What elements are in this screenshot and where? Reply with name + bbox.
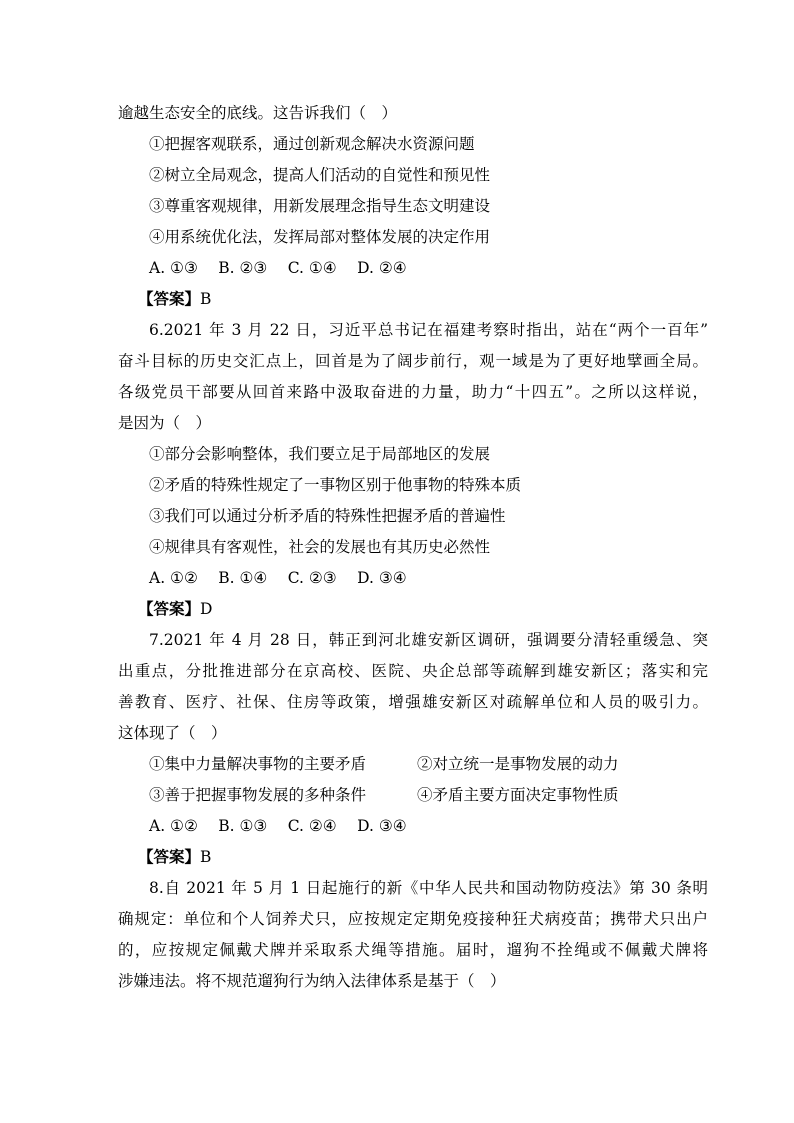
q5-option-4: ④用系统优化法，发挥局部对整体发展的决定作用 [149, 228, 491, 246]
q7-answer [138, 847, 728, 867]
q6-stem-line-1: 6.2021 年 3 月 22 日，习近平总书记在福建考察时指出，站在“两个一百年” [149, 321, 708, 339]
q7-option-2: ②对立统一是事物发展的动力 [417, 755, 619, 773]
q8-stem-line-4: 涉嫌违法。将不规范遛狗行为纳入法律体系是基于（ ） [118, 972, 506, 990]
q6-stem-line-3: 各级党员干部要从回首来路中汲取奋进的力量，助力“十四五”。之所以这样说， [118, 383, 708, 401]
q6-option-3: ③我们可以通过分析矛盾的特殊性把握矛盾的普遍性 [149, 507, 506, 525]
q5-answer-label: 【答案】 [138, 289, 201, 308]
q8-stem-line-2: 确规定：单位和个人饲养犬只，应按规定定期免疫接种狂犬病疫苗；携带犬只出户 [118, 910, 708, 928]
q5-answer [138, 289, 728, 309]
q7-option-4: ④矛盾主要方面决定事物性质 [417, 786, 619, 804]
q8-stem-line-1: 8.自 2021 年 5 月 1 日起施行的新《中华人民共和国动物防疫法》第 30 条明 [149, 879, 708, 897]
q6-option-1: ①部分会影响整体，我们要立足于局部地区的发展 [149, 445, 491, 463]
q7-stem-line-4: 这体现了（ ） [118, 724, 227, 742]
q6-answer-label: 【答案】 [138, 599, 201, 618]
q5-choices: A. ①③ B. ②③ C. ①④ D. ②④ [149, 259, 407, 277]
q7-choices: A. ①② B. ①③ C. ②④ D. ③④ [149, 817, 407, 835]
q7-stem-line-3: 善教育、医疗、社保、住房等政策，增强雄安新区对疏解单位和人员的吸引力。 [118, 693, 708, 711]
q5-answer-value: B [200, 290, 212, 308]
q6-stem-line-2: 奋斗目标的历史交汇点上，回首是为了阔步前行，观一域是为了更好地擘画全局。 [118, 352, 708, 370]
q8-stem-line-3: 的，应按规定佩戴犬牌并采取系犬绳等措施。届时，遛狗不拴绳或不佩戴犬牌将 [118, 941, 708, 959]
q6-answer-value: D [200, 600, 213, 618]
q7-answer-label: 【答案】 [138, 847, 201, 866]
q6-stem-line-4: 是因为（ ） [118, 414, 212, 432]
q7-answer-value: B [200, 848, 212, 866]
q7-stem-line-1: 7.2021 年 4 月 28 日，韩正到河北雄安新区调研，强调要分清轻重缓急、突 [149, 631, 708, 649]
q5-option-3: ③尊重客观规律，用新发展理念指导生态文明建设 [149, 197, 491, 215]
q7-option-3: ③善于把握事物发展的多种条件 [149, 786, 367, 804]
q6-option-2: ②矛盾的特殊性规定了一事物区别于他事物的特殊本质 [149, 476, 522, 494]
q6-answer [138, 599, 728, 619]
q5-stem-tail: 逾越生态安全的底线。这告诉我们（ ） [118, 104, 398, 122]
q5-option-2: ②树立全局观念，提高人们活动的自觉性和预见性 [149, 166, 491, 184]
q7-options-row-2 [149, 785, 709, 805]
q7-option-1: ①集中力量解决事物的主要矛盾 [149, 755, 367, 773]
q7-stem-line-2: 出重点，分批推进部分在京高校、医院、央企总部等疏解到雄安新区；落实和完 [118, 662, 708, 680]
q6-choices: A. ①② B. ①④ C. ②③ D. ③④ [149, 569, 407, 587]
q7-options-row-1 [149, 754, 709, 774]
q6-option-4: ④规律具有客观性，社会的发展也有其历史必然性 [149, 538, 491, 556]
q5-option-1: ①把握客观联系，通过创新观念解决水资源问题 [149, 135, 475, 153]
